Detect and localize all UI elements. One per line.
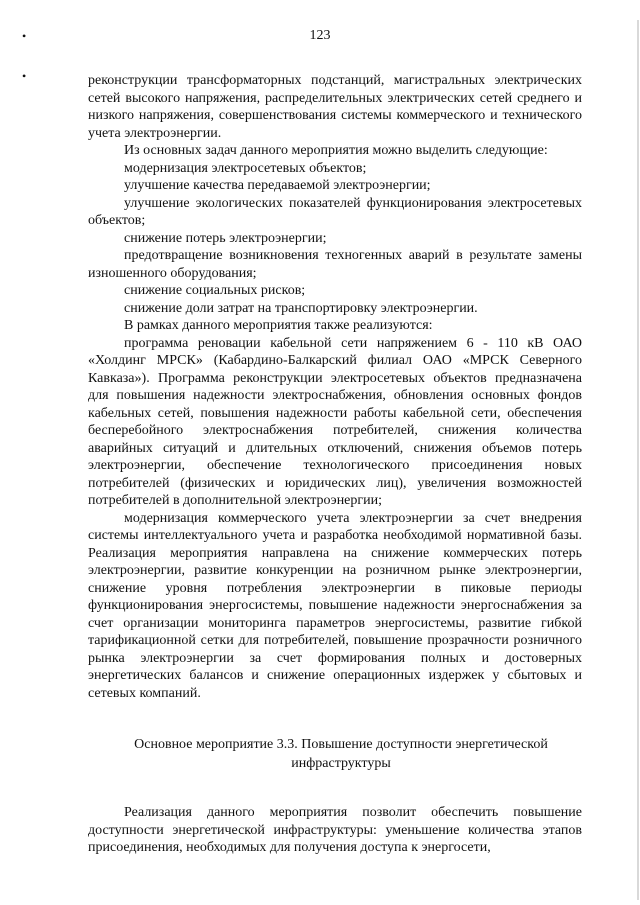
paragraph: снижение доли затрат на транспортировку электроэнергии. (124, 300, 478, 316)
document-body (88, 72, 582, 857)
paragraph: модернизация электросетевых объектов; (124, 160, 367, 176)
margin-mark-bottom: • (22, 69, 27, 83)
section-heading-line-2: инфраструктуры (291, 756, 391, 771)
paragraph: улучшение экологических показателей функционирования электросетевых объектов; (88, 195, 582, 228)
paragraph: снижение социальных рисков; (124, 283, 306, 298)
paragraph-bottom: Реализация данного мероприятия позволит обеспечить повышение доступности энергетической инфраструктуры: уменьшение количества этапов присоединения, необходимых для получения доступа к энергосети, (88, 805, 582, 855)
paragraph: реконструкции трансформаторных подстанций, магистральных электрических сетей высокого напряжения, распределительных электрических сетей среднего и низкого напряжения, совершенствования системы коммерческого и технического учета электроэнергии. (88, 73, 582, 141)
paragraph: модернизация коммерческого учета электроэнергии за счет внедрения системы интеллектуального учета и разработка необходимой нормативной базы. Реализация мероприятия направлена на снижение коммерческих потерь электроэнергии, развитие конкуренции на розничном рынке электроэнергии, снижение уровня потребления электроэнергии в пиковые периоды функционирования энергосистемы, повышение надежности энергоснабжения за счет организации мониторинга параметров энергосистемы, развитие гибкой тарификационной сетки для потребителей, повышение прозрачности розничного рынка электроэнергии за счет формирования полных и достоверных энергетических балансов и снижение операционных издержек у сбытовых и сетевых компаний. (88, 510, 582, 701)
paragraph: В рамках данного мероприятия также реализуются: (124, 318, 433, 333)
margin-mark-top: • (22, 29, 27, 43)
paragraphs-top (88, 72, 582, 702)
paragraph: Из основных задач данного мероприятия можно выделить следующие: (124, 143, 548, 158)
paragraph: предотвращение возникновения техногенных аварий в результате замены изношенного оборудования; (88, 248, 582, 281)
paragraph: снижение потерь электроэнергии; (124, 230, 327, 246)
paragraph: программа реновации кабельной сети напряжением 6 - 110 кВ ОАО «Холдинг МРСК» (Кабардино-Балкарский филиал ОАО «МРСК Северного Кавказа»). Программа реконструкции электросетевых объектов предназначена для повышения надежности электроснабжения, обновления основных фондов кабельных сетей, повышения надежности работы кабельной сети, обеспечения бесперебойного электроснабжения потребителей, снижения количества аварийных ситуаций и длительных отключений, снижения объемов потерь электроэнергии, обеспечение технологического присоединения новых потребителей (физических и юридических лиц), увеличения возможностей потребителей в дополнительной электроэнергии; (88, 335, 582, 508)
section-heading (88, 735, 582, 773)
paragraph: улучшение качества передаваемой электроэнергии; (124, 178, 431, 193)
page-number: 123 (309, 28, 331, 43)
section-heading-line-1: Основное мероприятие 3.3. Повышение доступности энергетической (134, 737, 548, 752)
scan-edge-line (637, 20, 639, 900)
